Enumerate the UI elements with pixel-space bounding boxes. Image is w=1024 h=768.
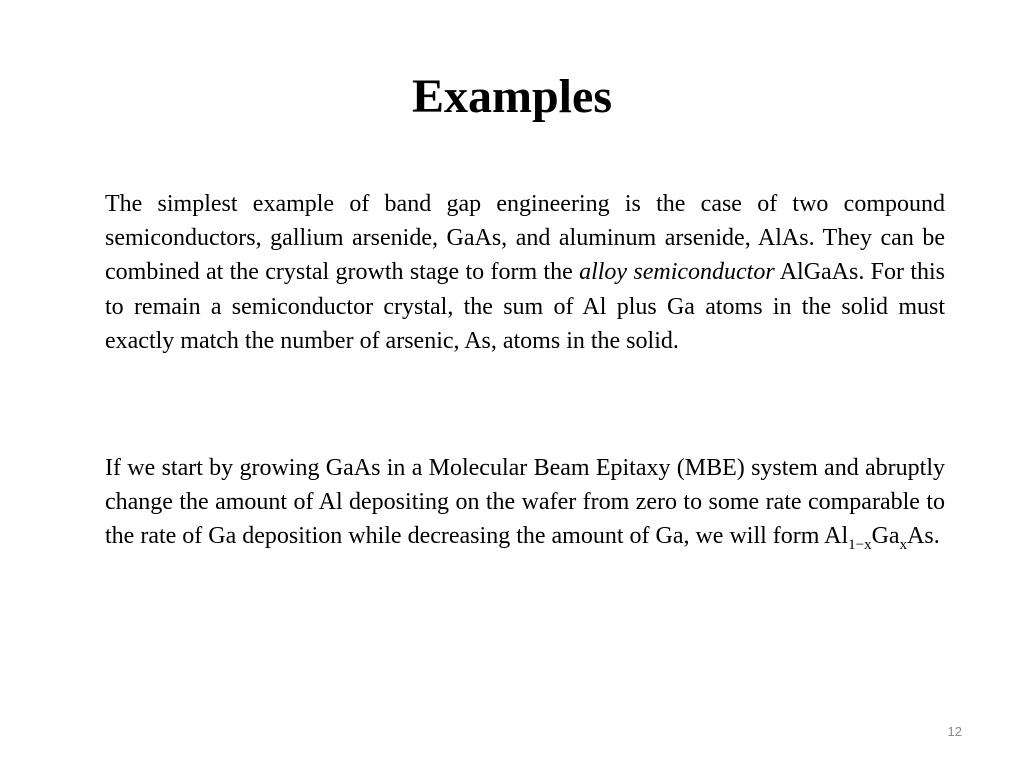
formula-as: As. bbox=[907, 523, 940, 550]
paragraph-2-body: If we start by growing GaAs in a Molecular Beam Epitaxy (MBE) system and abruptly change the amount of Al depositing on the wafer from zero to some rate comparable to the rate of Ga deposition while decreasing the amount of Ga, we will form bbox=[105, 455, 945, 550]
paragraph-2-text bbox=[105, 451, 945, 554]
formula-al-subscript: 1−x bbox=[848, 537, 872, 554]
paragraph-1-rest: AlGaAs. For this to remain a semiconductor crystal, the sum of Al plus Ga atoms in the solid must exactly match the number of arsenic, As, atoms in the solid. bbox=[105, 259, 946, 354]
page-number: 12 bbox=[947, 724, 962, 739]
paragraph-1-italic-term: alloy semiconductor bbox=[579, 259, 775, 286]
slide-title: Examples bbox=[411, 70, 612, 123]
paragraph-1-intro: The simplest example of band gap engineering is the case of two compound semiconductors, gallium arsenide, GaAs, and aluminum arsenide, AlAs. They can be combined at the crystal growth stage to form the bbox=[105, 191, 945, 286]
formula-ga-subscript: x bbox=[899, 537, 908, 554]
paragraph-band-gap-engineering bbox=[105, 187, 945, 358]
formula-al: Al bbox=[824, 523, 849, 550]
formula-ga: Ga bbox=[871, 523, 900, 550]
paragraph-mbe-growth bbox=[105, 451, 945, 554]
paragraph-1-text bbox=[105, 187, 945, 358]
